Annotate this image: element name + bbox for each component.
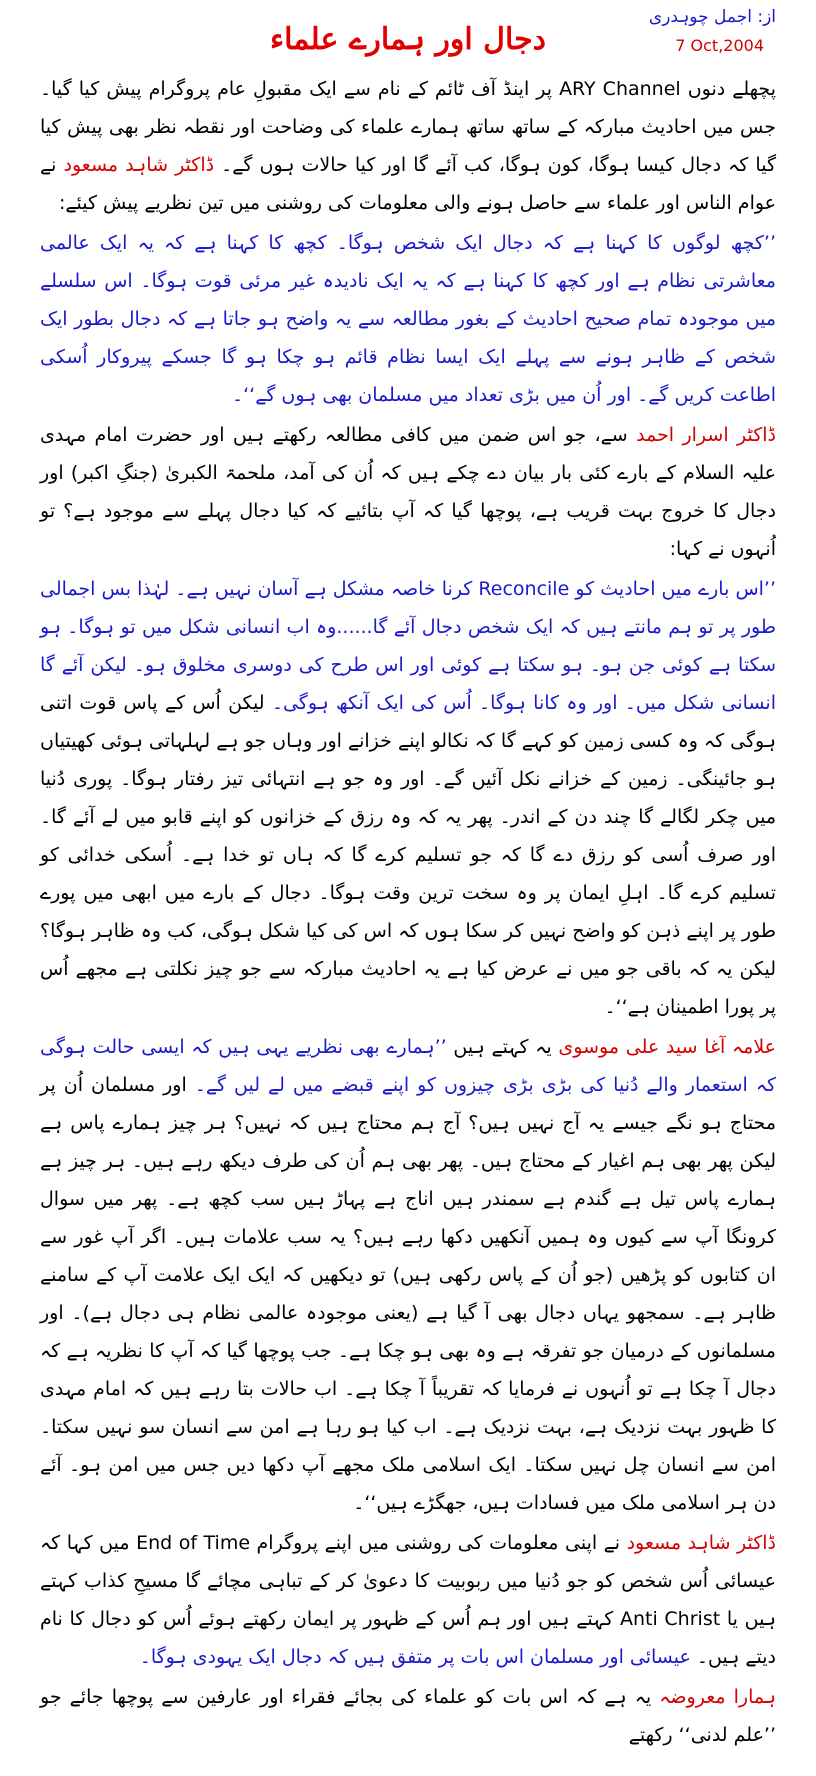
paragraph <box>40 70 776 222</box>
text-run: میں کہا کہ عیسائی اُس شخص کو جو دُنیا میں ربوبیت کا دعویٰ کر کے تباہی مچائے گا مسیحِ کذاب کہتے ہیں یا <box>40 1532 776 1630</box>
quoted-text: ’’کچھ لوگوں کا کہنا ہے کہ دجال ایک شخص ہوگا۔ کچھ کا کہنا ہے کہ یہ ایک عالمی معاشرتی نظام ہے اور کچھ کا کہنا ہے کہ یہ ایک نادیدہ غیر مرئی قوت ہوگا۔ اس سلسلے میں موجودہ تمام صحیح احادیث کے بغور مطالعہ سے یہ واضح ہو جاتا ہے کہ دجال بطور ایک شخص کے ظاہر ہونے سے پہلے ایک ایسا نظام قائم ہو چکا ہو گا جسکے پیروکار اُسکی اطاعت کریں گے۔ اور اُن میں بڑی تعداد میں مسلمان بھی ہوں گے‘‘۔ <box>40 232 776 406</box>
text-run: End of Time <box>136 1532 251 1554</box>
text-run: Anti Christ <box>619 1608 721 1630</box>
paragraph <box>40 416 776 568</box>
text-run: ARY Channel <box>559 78 681 100</box>
text-run: یہ کہتے ہیں <box>446 1036 559 1058</box>
article-title: دجال اور ہمارے علماء <box>269 22 547 57</box>
text-run: سے، جو اس ضمن میں کافی مطالعہ رکھتے ہیں اور حضرت امام مہدی علیہ السلام کے بارے کئی بار بیان دے چکے ہیں کہ اُن کی آمد، ملحمۃ الکبریٰ (جنگِ اکبر) اور دجال کا خروج بہت قریب ہے، پوچھا گیا کہ آپ بتائیے کہ کیا دجال پہلے سے موجود ہے؟ تو اُنہوں نے کہا: <box>40 424 776 560</box>
text-run: لیکن اُس کے پاس قوت اتنی ہوگی کہ وہ کسی زمین کو کہے گا کہ نکالو اپنے خزانے اور وہاں جو ہے لہلہاتی ہوئی کھیتیاں ہو جائینگی۔ زمین کے خزانے نکل آئیں گے۔ اور وہ جو ہے انتہائی تیز رفتار ہوگا۔ پوری دُنیا میں چکر لگالے گا چند دن کے اندر۔ پھر یہ کہ وہ رزق کے خزانوں کو اپنے قابو میں لے آئے گا۔ اور صرف اُسی کو رزق دے گا کہ جو تسلیم کرے گا کہ ہاں تو خدا ہے۔ اُسکی خدائی کو تسلیم کرے گا۔ اہلِ ایمان پر وہ سخت ترین وقت ہوگا۔ دجال کے بارے میں ابھی میں پورے طور پر اپنے ذہن کو واضح نہیں کر سکا ہوں کہ اس کی کیا شکل ہوگی، کب وہ ظاہر ہوگا؟ لیکن یہ کہ باقی جو میں نے عرض کیا ہے یہ احادیث مبارکہ سے جو چیز نکلتی ہے مجھے اُس پر پورا اطمینان ہے‘‘۔ <box>40 692 776 1018</box>
highlighted-name: ڈاکٹر اسرار احمد <box>636 424 776 446</box>
article-header <box>40 6 776 70</box>
quoted-text: کرنا خاصہ مشکل ہے آسان نہیں ہے۔ لہٰذا بس اجمالی طور پر تو ہم مانتے ہیں کہ ایک شخص دجال آئے گا......وہ اب انسانی شکل میں تو ہوگا۔ ہو سکتا ہے کوئی جن ہو۔ ہو سکتا ہے کوئی اور اس طرح کی دوسری مخلوق ہو۔ لیکن آئے گا انسانی شکل میں۔ اور وہ کانا ہوگا۔ اُس کی ایک آنکھ ہوگی۔ <box>40 578 776 714</box>
paragraph <box>40 570 776 1026</box>
highlighted-name: ڈاکٹر شاہد مسعود <box>63 154 215 176</box>
highlighted-name: علامہ آغا سید علی موسوی <box>558 1036 776 1058</box>
text-run: پچھلے دنوں <box>680 78 776 100</box>
paragraph <box>40 1028 776 1522</box>
text-run: یہ ہے کہ اس بات کو علماء کی بجائے فقراء اور عارفین سے پوچھا جائے جو ’’علم لدنی‘‘ رکھتے <box>40 1686 776 1746</box>
article-date: 7 Oct,2004 <box>675 36 764 55</box>
text-run: کہتے ہیں اور ہم اُس کے ظہور پر ایمان رکھتے ہوئے اُس کو دجال کا نام دیتے ہیں۔ <box>40 1608 776 1668</box>
quoted-text: عیسائی اور مسلمان اس بات پر متفق ہیں کہ دجال ایک یہودی ہوگا۔ <box>139 1646 691 1668</box>
paragraph <box>40 1524 776 1676</box>
quoted-text: Reconcile <box>478 578 570 600</box>
paragraph <box>40 224 776 414</box>
text-run: نے عوام الناس اور علماء سے حاصل ہونے والی معلومات کی روشنی میں تین نظریے پیش کیئے: <box>40 154 776 214</box>
article-body <box>40 70 776 1754</box>
quoted-text: ’’ہمارے بھی نظریے یہی ہیں کہ ایسی حالت ہوگی کہ استعمار والے دُنیا کی بڑی بڑی چیزوں کو اپنے قبضے میں لے لیں گے۔ <box>40 1036 777 1096</box>
text-run: نے اپنی معلومات کی روشنی میں اپنے پروگرام <box>250 1532 627 1554</box>
highlighted-name: ہمارا معروضہ <box>659 1686 776 1708</box>
highlighted-name: ڈاکٹر شاہد مسعود <box>626 1532 777 1554</box>
text-run: اور مسلمان اُن پر محتاج ہو نگے جیسے یہ آج نہیں ہیں؟ آج ہم محتاج ہیں کہ نہیں؟ ہر چیز ہمارے پاس ہے لیکن پھر بھی ہم اغیار کے محتاج ہیں۔ پھر بھی ہم اُن کی طرف دیکھ رہے ہیں۔ ہر چیز ہے ہمارے پاس تیل ہے گندم ہے سمندر ہیں اناج ہے پہاڑ ہیں سب کچھ ہے۔ پھر میں سوال کرونگا آپ سے کیوں وہ ہمیں آنکھیں دکھا رہے ہیں؟ یہ سب علامات ہیں۔ اگر آپ غور سے ان کتابوں کو پڑھیں (جو اُن کے پاس رکھی ہیں) تو دیکھیں کہ ایک ایک علامت آپ کے سامنے ظاہر ہے۔ سمجھو یہاں دجال بھی آ گیا ہے (یعنی موجودہ عالمی نظام ہی دجال ہے)۔ اور مسلمانوں کے درمیان جو تفرقہ ہے وہ بھی ہو چکا ہے۔ جب پوچھا گیا کہ آپ کا نظریہ ہے کہ دجال آ چکا ہے تو اُنہوں نے فرمایا کہ تقریباً آ چکا ہے۔ اب حالات بتا رہے ہیں کہ امام مہدی کا ظہور بہت نزدیک ہے، بہت نزدیک ہے۔ اب کیا ہو رہا ہے امن سے انسان سو نہیں سکتا۔ امن سے انسان چل نہیں سکتا۔ ایک اسلامی ملک مجھے آپ دکھا دیں جس میں امن ہو۔ آئے دن ہر اسلامی ملک میں فسادات ہیں، جھگڑے ہیں‘‘۔ <box>40 1074 776 1514</box>
article <box>40 6 776 1756</box>
author-byline: از: اجمل چوہدری <box>648 7 776 27</box>
paragraph <box>40 1678 776 1754</box>
quoted-text: ’’اس بارے میں احادیث کو <box>569 578 776 600</box>
text-run: پر اینڈ آف ٹائم کے نام سے ایک مقبولِ عام پروگرام پیش کیا گیا۔ جس میں احادیث مبارکہ کے ساتھ ساتھ ہمارے علماء کی وضاحت اور نقطہ نظر بھی پیش کیا گیا کہ دجال کیسا ہوگا، کون ہوگا، کب آئے گا اور کیا حالات ہوں گے۔ <box>40 78 776 176</box>
